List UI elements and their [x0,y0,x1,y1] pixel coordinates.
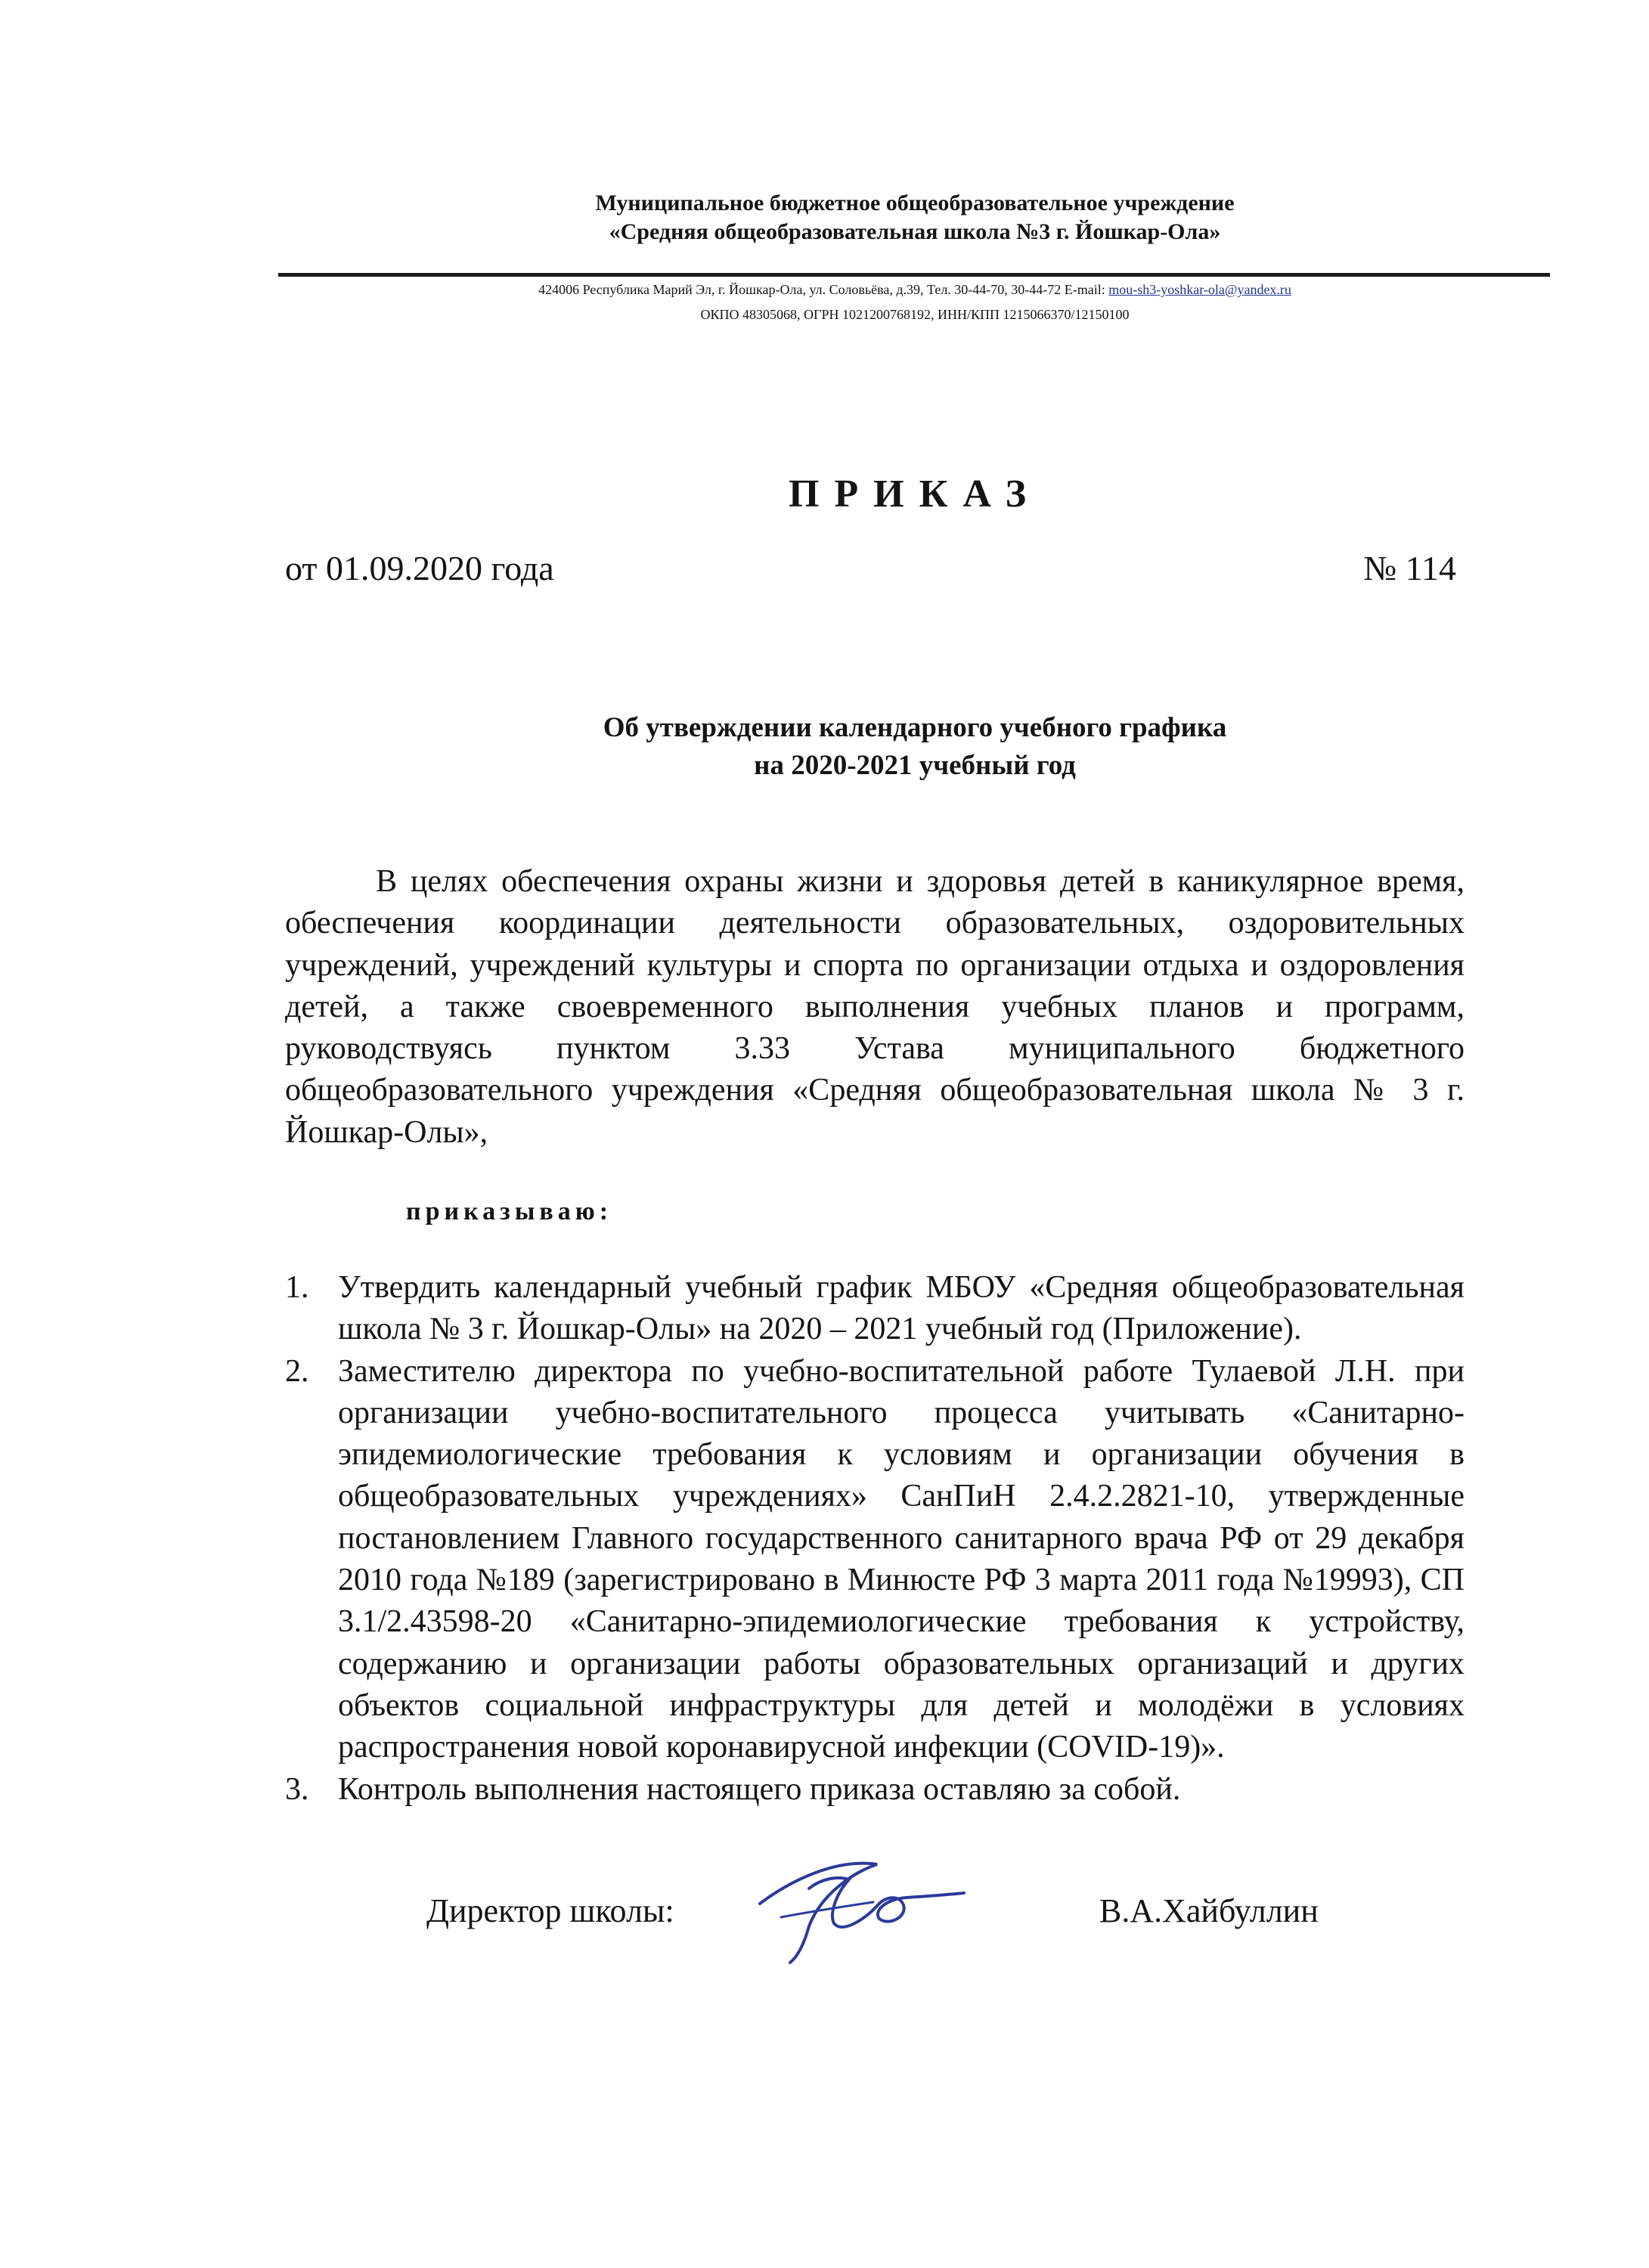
subject-line-1: Об утверждении календарного учебного графика [603,712,1227,743]
address-text: 424006 Республика Марий Эл, г. Йошкар-Ола, ул. Соловьёва, д.39, Тел. 30-44-70, 30-44-72 E-mail: [538,282,1109,297]
list-item [285,1267,1465,1351]
list-item-number: 2. [285,1353,309,1389]
order-subject [272,709,1558,785]
signer-name: В.А.Хайбуллин [1099,1892,1319,1929]
contact-line [272,280,1558,299]
handwritten-signature [745,1851,972,1972]
list-item-number: 3. [285,1771,309,1807]
order-date: от 01.09.2020 года [285,549,554,587]
signer-role: Директор школы: [426,1892,674,1929]
list-item-number: 1. [285,1270,309,1305]
list-item-text: Контроль выполнения настоящего приказа оставляю за собой. [338,1771,1181,1807]
subject-line-2: на 2020-2021 учебный год [754,750,1076,781]
requisites-line: ОКПО 48305068, ОГРН 1021200768192, ИНН/КПП 1215066370/12150100 [700,307,1130,322]
list-item [285,1351,1465,1769]
org-name-line-1: Муниципальное бюджетное общеобразовательное учреждение [595,191,1235,215]
list-item-text: Заместителю директора по учебно-воспитательной работе Тулаевой Л.Н. при организации учебно-воспитательного процесса учитывать «Санитарно-эпидемиологические требования к условиям и организации обучения в общеобразовательных учреждениях» СанПиН 2.4.2.2821-10, утвержденные постановлением Главного государственного санитарного врача РФ от 29 декабря 2010 года №189 (зарегистрировано в Минюсте РФ 3 марта 2011 года №19993), СП 3.1/2.43598-20 «Санитарно-эпидемиологические требования к устройству, содержанию и организации работы образовательных организаций и других объектов социальной инфраструктуры для детей и молодёжи в условиях распространения новой коронавирусной инфекции (COVID-19)». [338,1353,1465,1765]
order-keyword: приказываю: [406,1198,613,1225]
header-divider [278,273,1550,277]
order-number: № 114 [1363,549,1456,587]
order-items-list [285,1267,1465,1811]
org-name-line-2: «Средняя общеобразовательная школа №3 г. Йошкар-Ола» [609,219,1221,244]
list-item-text: Утвердить календарный учебный график МБОУ «Средняя общеобразовательная школа № 3 г. Йошкар-Олы» на 2020 – 2021 учебный год (Приложение). [338,1270,1465,1347]
email-link[interactable]: mou-sh3-yoshkar-ola@yandex.ru [1108,282,1291,297]
organization-header [272,189,1558,246]
list-item [285,1769,1465,1811]
preamble-paragraph: В целях обеспечения охраны жизни и здоровья детей в каникулярное время, обеспечения координации деятельности образовательных, оздоровительных учреждений, учреждений культуры и спорта по организации отдыха и оздоровления детей, а также своевременного выполнения учебных планов и программ, руководствуясь пунктом 3.33 Устава муниципального бюджетного общеобразовательного учреждения «Средняя общеобразовательная школа № 3 г. Йошкар-Олы», [285,864,1465,1150]
document-title: ПРИКАЗ [788,472,1042,516]
